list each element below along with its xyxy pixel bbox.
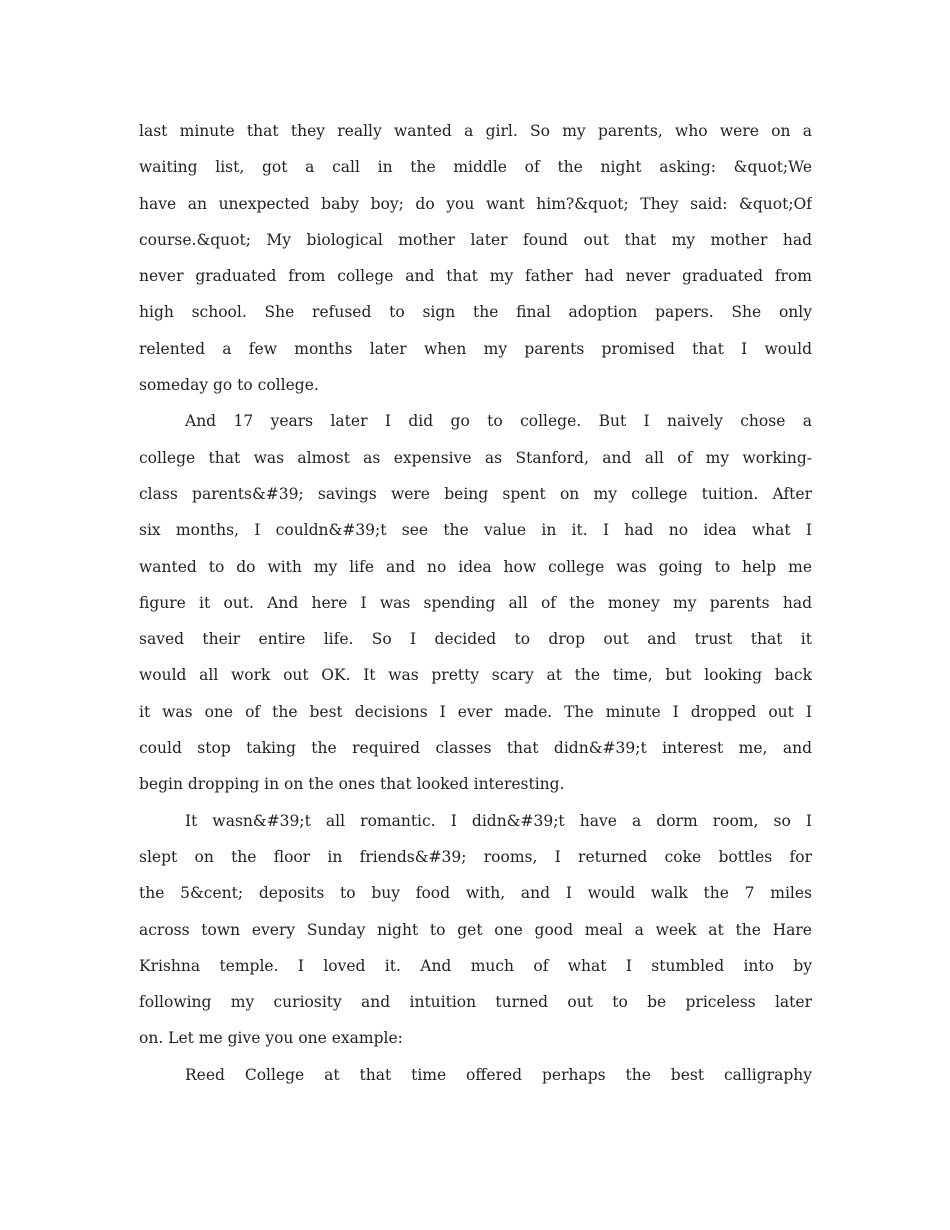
text-line: saved their entire life. So I decided to drop out and trust that it — [139, 630, 812, 649]
text-line: never graduated from college and that my father had never graduated from — [139, 267, 812, 286]
paragraph — [139, 403, 812, 802]
text-line: someday go to college. — [139, 376, 319, 395]
text-line: waiting list, got a call in the middle of the night asking: &quot;We — [139, 158, 812, 177]
text-line: Reed College at that time offered perhaps the best calligraphy — [185, 1065, 812, 1084]
text-line: high school. She refused to sign the final adoption papers. She only — [139, 303, 812, 322]
text-line: wanted to do with my life and no idea how college was going to help me — [139, 557, 812, 576]
text-line: figure it out. And here I was spending all of the money my parents had — [139, 593, 812, 612]
text-line: on. Let me give you one example: — [139, 1029, 403, 1048]
text-line: across town every Sunday night to get one good meal a week at the Hare — [139, 920, 812, 939]
text-line: class parents&#39; savings were being spent on my college tuition. After — [139, 484, 812, 503]
text-line: the 5&cent; deposits to buy food with, and I would walk the 7 miles — [139, 884, 812, 903]
document-body — [139, 113, 812, 1093]
text-line: last minute that they really wanted a girl. So my parents, who were on a — [139, 122, 812, 140]
text-line: have an unexpected baby boy; do you want him?&quot; They said: &quot;Of — [139, 194, 812, 213]
paragraph — [139, 803, 812, 1057]
text-line: following my curiosity and intuition turned out to be priceless later — [139, 993, 812, 1012]
paragraph — [139, 113, 812, 403]
text-line: Krishna temple. I loved it. And much of what I stumbled into by — [139, 956, 812, 975]
text-line: slept on the floor in friends&#39; rooms, I returned coke bottles for — [139, 847, 812, 866]
text-line: would all work out OK. It was pretty scary at the time, but looking back — [139, 666, 812, 685]
text-line: it was one of the best decisions I ever made. The minute I dropped out I — [139, 702, 812, 721]
text-line: relented a few months later when my parents promised that I would — [139, 339, 812, 358]
text-line: college that was almost as expensive as Stanford, and all of my working- — [139, 448, 812, 467]
text-line: And 17 years later I did go to college. But I naively chose a — [185, 412, 812, 431]
text-line: six months, I couldn&#39;t see the value in it. I had no idea what I — [139, 521, 812, 540]
text-line: begin dropping in on the ones that looked interesting. — [139, 775, 565, 794]
text-line: It wasn&#39;t all romantic. I didn&#39;t have a dorm room, so I — [185, 811, 812, 830]
paragraph — [139, 1057, 812, 1093]
text-line: course.&quot; My biological mother later found out that my mother had — [139, 230, 812, 249]
text-line: could stop taking the required classes that didn&#39;t interest me, and — [139, 739, 812, 758]
